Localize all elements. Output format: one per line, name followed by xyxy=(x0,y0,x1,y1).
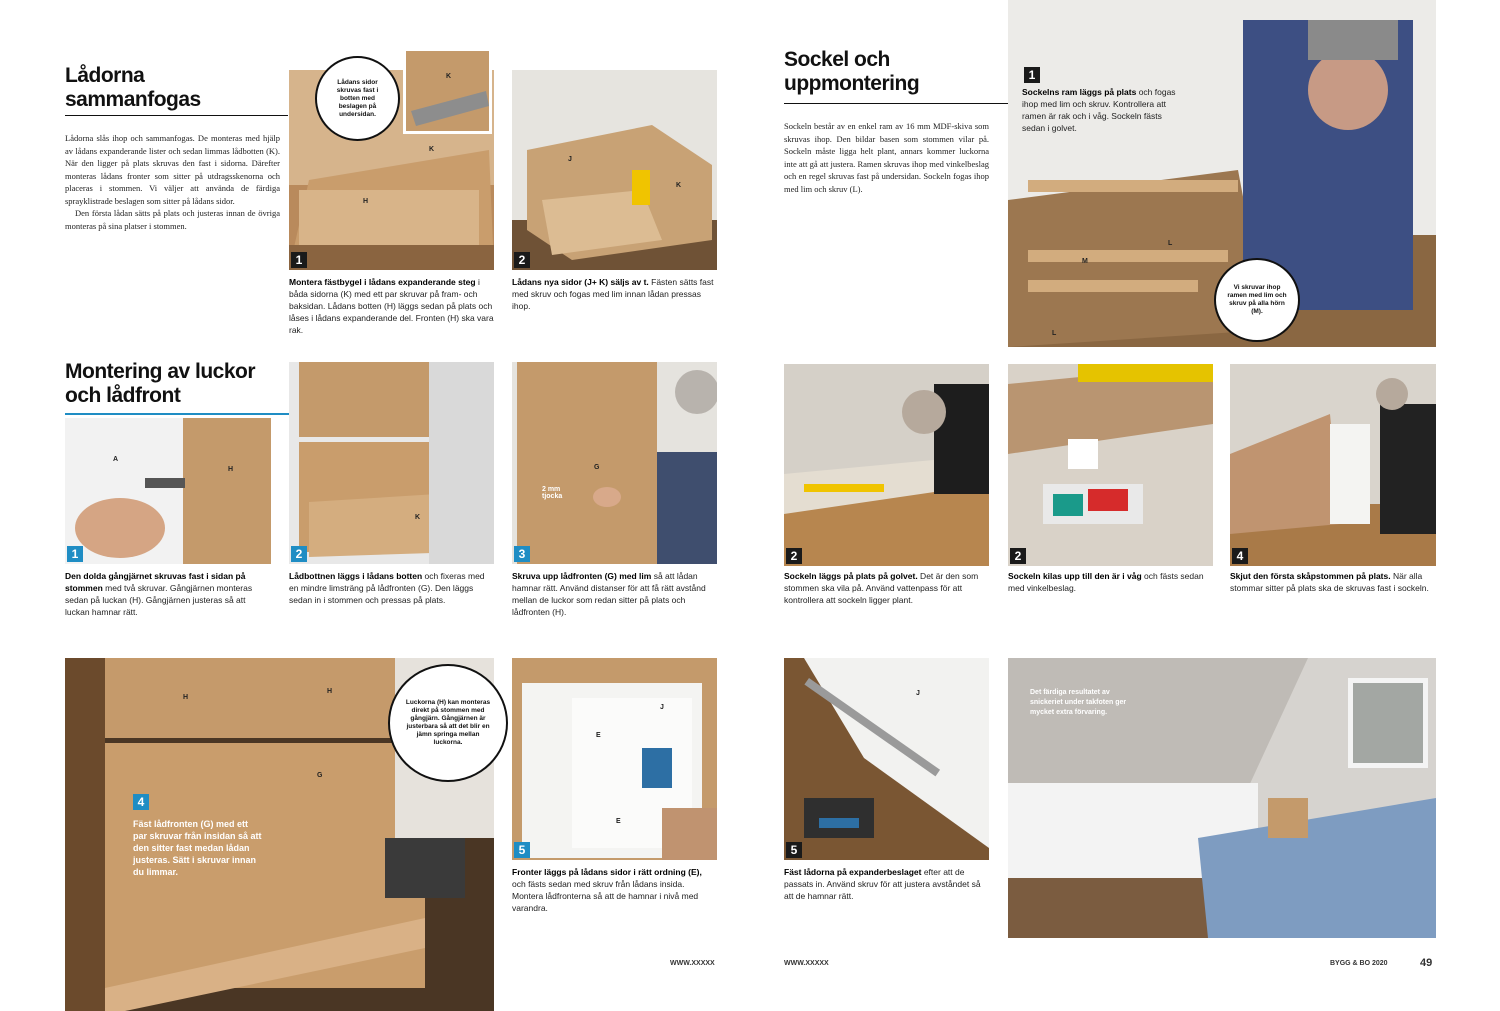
photo-label: J xyxy=(916,690,920,697)
caption-text: och fästs sedan med skruv från lådans insida. Montera lådfronterna så att de hamnar i nivå med varandra. xyxy=(512,879,699,913)
photo-label: H xyxy=(327,688,333,695)
photo-label: H xyxy=(183,694,189,701)
photo-finished-room xyxy=(1008,658,1436,938)
drawer-front-illustration xyxy=(512,362,717,564)
caption-step-2 xyxy=(512,276,717,312)
caption-text: med två skruvar. Gångjärnen monteras sedan på luckan (H). Gångjärnen justeras så att luckan hamnar rätt. xyxy=(65,583,253,617)
caption-text: och fogas ihop med lim och skruv. Kontrollera att ramen är rak och i våg. Sockeln fästs sedan i golvet. xyxy=(1022,87,1176,133)
caption-step-1b xyxy=(65,570,271,618)
body-paragraph: Den första lådan sätts på plats och justeras innan de övriga monteras på sina platser i stommen. xyxy=(65,208,280,231)
step-badge: 1 xyxy=(67,546,83,562)
caption-sockel-5 xyxy=(784,866,989,902)
photo-label: M xyxy=(1082,258,1088,265)
caption-text: efter att de passats in. Använd skruv för att justera avståndet så att de hamnar rätt. xyxy=(784,867,981,901)
callout-bubble: Lådans sidor skruvas fast i botten med beslagen på undersidan. xyxy=(315,56,400,141)
caption-bold: Den dolda gångjärnet skruvas fast i sidan på stommen xyxy=(65,571,246,593)
photo-label: G xyxy=(594,464,600,471)
photo-label: K xyxy=(429,146,435,153)
caption-bold: Fronter läggs på lådans sidor i rätt ordning (E), xyxy=(512,867,702,877)
caption-bold: Lådans nya sidor (J+ K) säljs av t. xyxy=(512,277,649,287)
photo-label: A xyxy=(113,456,119,463)
body-text-sockel: Sockeln består av en enkel ram av 16 mm MDF-skiva som skruvas ihop. Den bildar basen som stommen vilar på. Sockeln måste ligga helt plant, annars kommer luckorna inte att gå att justera. Ramen skruvas ihop med vinkelbeslag och en regel skruvas fast på undersidan. Sockeln fogas ihop med lim och skruv (L). xyxy=(784,121,989,194)
step-badge: 4 xyxy=(1232,548,1248,564)
photo-drill-front xyxy=(512,658,717,860)
step-badge: 2 xyxy=(514,252,530,268)
caption-text: Det är den som stommen ska vila på. Använd vattenpass för att kontrollera att sockeln ligger plant. xyxy=(784,571,979,605)
step-badge: 2 xyxy=(291,546,307,562)
caption-text: och fästs sedan med vinkelbeslag. xyxy=(1008,571,1204,593)
photo-sockel-floor xyxy=(784,364,989,566)
step-badge: 1 xyxy=(291,252,307,268)
photo-sockel-level xyxy=(1008,364,1213,566)
photo-label: K xyxy=(676,182,682,189)
photo-label: J xyxy=(660,704,664,711)
caption-bold: Sockelns ram läggs på plats xyxy=(1022,87,1137,97)
caption-bold: Sockeln läggs på plats på golvet. xyxy=(784,571,918,581)
callout-bubble: Luckorna (H) kan monteras direkt på stommen med gångjärn. Gångjärnen är justerbara så att det blir en jämn springa mellan luckorna. xyxy=(388,664,508,782)
photo-caption-overlay xyxy=(1022,86,1182,134)
caption-bold: Montera fästbygel i lådans expanderande steg xyxy=(289,277,476,287)
caption-bold: Lådbottnen läggs i lådans botten xyxy=(289,571,423,581)
sockel-level-illustration xyxy=(1008,364,1213,566)
drawer-bottom-illustration xyxy=(289,362,494,564)
section-rule xyxy=(65,413,290,415)
caption-sockel-3 xyxy=(1008,570,1213,594)
photo-drawer-bottom xyxy=(289,362,494,564)
caption-text: Fästen sätts fast med skruv och fogas med lim innan lådan pressas ihop. xyxy=(512,277,714,311)
inset-illustration xyxy=(406,51,489,131)
photo-overlay-text: Det färdiga resultatet av snickeriet under takfoten ger mycket extra förvaring. xyxy=(1030,689,1127,716)
photo-label: J xyxy=(568,156,572,163)
caption-sockel-2 xyxy=(784,570,989,606)
drill-front-illustration xyxy=(512,658,717,860)
step-badge: 2 xyxy=(786,548,802,564)
section-rule xyxy=(784,103,1008,104)
drawer-illustration xyxy=(512,70,717,270)
step-badge: 5 xyxy=(514,842,530,858)
step-badge: 5 xyxy=(786,842,802,858)
photo-inset-detail xyxy=(403,48,492,134)
caption-step-2b xyxy=(289,570,494,606)
caption-step-3b xyxy=(512,570,717,618)
photo-label: H xyxy=(363,198,369,205)
caption-text: När alla stommar sitter på plats ska de skruvas fast i sockeln. xyxy=(1230,571,1429,593)
step-badge: 1 xyxy=(1024,67,1040,83)
photo-drawer-slide xyxy=(784,658,989,860)
photo-label: E xyxy=(596,732,601,739)
caption-step-1 xyxy=(289,276,494,336)
caption-text: så att lådan hamnar rätt. Använd distanser för att få rätt avstånd mellan de luckor som redan sitter på plats och lådfronten (H). xyxy=(512,571,706,617)
step-badge: 2 xyxy=(1010,548,1026,564)
callout-bubble: Vi skruvar ihop ramen med lim och skruv på alla hörn (M). xyxy=(1214,258,1300,342)
caption-bold: Sockeln kilas upp till den är i våg xyxy=(1008,571,1142,581)
photo-label: L xyxy=(1168,240,1173,247)
body-paragraph: Lådorna slås ihop och sammanfogas. De monteras med hjälp av lådans expanderande lister och sedan limmas lådbotten (K). När den ligger på plats skruvas den fast i sidorna. Därefter monteras lådans fronter som sitter på utdragsskenorna och placeras i stommen. Vi väljer att använda de färdiga sprayklistrade beslagen som sitter på lådans sidor. xyxy=(65,133,280,206)
drawer-slide-illustration xyxy=(784,658,989,860)
footer-magazine: BYGG & BO 2020 xyxy=(1330,960,1388,967)
body-text-ladorna xyxy=(65,132,280,232)
hinge-illustration xyxy=(65,418,271,564)
photo-drawer-assembly-2 xyxy=(512,70,717,270)
footer-left-page: WWW.XXXXX xyxy=(670,960,715,967)
section-title-ladorna: Lådorna sammanfogas xyxy=(65,64,201,111)
section-title-montering: Montering av luckor och lådfront xyxy=(65,360,256,407)
caption-bold: Fäst lådorna på expanderbeslaget xyxy=(784,867,922,877)
photo-label: H xyxy=(228,466,234,473)
photo-label: L xyxy=(1052,330,1057,337)
first-cabinet-illustration xyxy=(1230,364,1436,566)
photo-label: E xyxy=(616,818,621,825)
caption-bold: Skjut den första skåpstommen på plats. xyxy=(1230,571,1391,581)
photo-overlay-text: Fäst lådfronten (G) med ett par skruvar från insidan så att den sitter fast medan lådan justeras. Sätt i skruvar innan du limmar. xyxy=(133,819,262,877)
step-badge: 3 xyxy=(514,546,530,562)
photo-drawer-front-mount xyxy=(512,362,717,564)
photo-first-cabinet xyxy=(1230,364,1436,566)
sockel-floor-illustration xyxy=(784,364,989,566)
caption-text: och fixeras med en mindre limsträng på lådfronten (G). Den läggs sedan in i stommen och pressas på plats. xyxy=(289,571,485,605)
photo-label: K xyxy=(446,73,452,80)
step-badge: 4 xyxy=(133,794,149,810)
caption-sockel-4 xyxy=(1230,570,1436,594)
page-number: 49 xyxy=(1420,957,1433,969)
photo-label: K xyxy=(415,514,421,521)
caption-bold: Skruva upp lådfronten (G) med lim xyxy=(512,571,652,581)
caption-text: i båda sidorna (K) med ett par skruvar på fram- och baksidan. Lådans botten (H) läggs sedan på plats och låses i lådans expanderande del. Fronten (H) ska vara rak. xyxy=(289,277,494,335)
section-title-sockel: Sockel och uppmontering xyxy=(784,48,920,95)
section-rule xyxy=(65,115,288,116)
footer-right-left: WWW.XXXXX xyxy=(784,960,829,967)
caption-step-5b xyxy=(512,866,717,914)
photo-arrow-label: 2 mm tjocka xyxy=(542,486,563,500)
photo-hinge-mount xyxy=(65,418,271,564)
photo-label: G xyxy=(317,772,323,779)
